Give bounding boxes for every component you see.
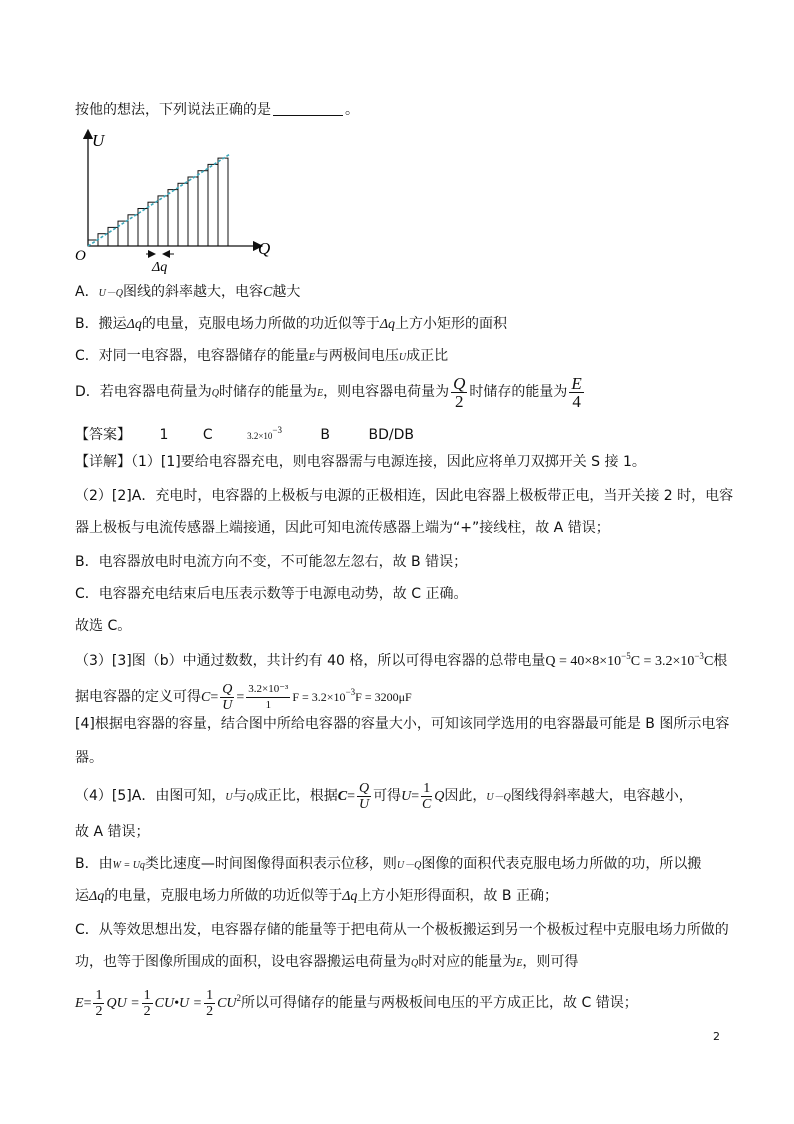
riemann-bar: [198, 171, 208, 246]
riemann-bar: [98, 234, 108, 246]
option-a: [75, 282, 300, 304]
option-d-frac2: $\frac{E}{4}$: [571, 373, 582, 411]
para-5: 故选 C。: [75, 618, 132, 634]
riemann-bar: [178, 183, 188, 246]
para-6-text: （3）[3]图（b）中通过数数，共计约有 40 格，所以可得电容器的总带电量: [75, 653, 546, 669]
question-intro-text: 按他的想法，下列说法正确的是: [75, 102, 271, 118]
dq-label: Δq: [152, 260, 168, 275]
riemann-bar: [168, 190, 178, 246]
para-14: 功，也等于图像所围成的面积，设电容器搬运电荷量为Q时对应的能量为E，则可得: [75, 954, 579, 970]
riemann-bar: [138, 209, 148, 247]
answer-line: [75, 420, 414, 446]
riemann-bar: [108, 227, 118, 246]
para-7-frac2: $\frac{\text{3.2×10⁻³}}{1}$: [248, 682, 289, 711]
option-d-text2: ，则电容器电荷量为: [323, 384, 450, 400]
half-3: $\frac{1}{2}$: [206, 987, 214, 1019]
para-4: C．电容器充电结束后电压表示数等于电源电动势，故 C 正确。: [75, 586, 468, 602]
para-3: B．电容器放电时电流方向不变，不可能忽左忽右，故 B 错误；: [75, 554, 468, 570]
answer-4: B: [320, 427, 331, 443]
para-9-text1: （4）[5]A．由图可知，: [75, 788, 226, 804]
para-6-eq: $Q = 40\times 8\times 10^{-5}C = 3.2\times 10^{-3}C$: [545, 651, 714, 669]
half-1: $\frac{1}{2}$: [95, 987, 103, 1019]
para-2b: 器上极板与电流传感器上端接通，因此可知电流传感器上端为“+”接线柱，故 A 错误；: [75, 520, 610, 536]
option-c-e: E: [308, 352, 315, 363]
option-a-expr: U－Q: [98, 288, 124, 299]
para-6: [75, 646, 727, 672]
para-12: 运Δq的电量，克服电场力所做的功近似等于Δq上方小矩形得面积，故 B 正确；: [75, 888, 558, 904]
option-a-text2: 越大: [272, 284, 301, 300]
question-intro: [75, 100, 359, 120]
dotted-line: [88, 154, 230, 246]
option-a-text1: 图线的斜率越大，电容: [123, 284, 264, 300]
riemann-bar: [128, 215, 138, 246]
para-10: 故 A 错误；: [75, 824, 150, 840]
option-b-dq2: Δq: [379, 317, 396, 332]
u-q-graph: [72, 128, 302, 278]
riemann-bar: [188, 177, 198, 246]
option-c-u: U: [398, 352, 407, 363]
x-axis-label: Q: [258, 239, 271, 258]
riemann-bar: [208, 164, 218, 246]
para-2a: （2）[2]A．充电时，电容器的上极板与电源的正极相连，因此电容器上极板带正电，当开关接 2 时，电容: [75, 488, 734, 504]
answer-1: 1: [159, 427, 169, 443]
option-b-text2: 上方小矩形的面积: [395, 316, 508, 332]
riemann-bar: [218, 158, 228, 246]
option-c: [75, 346, 448, 368]
option-b: [75, 314, 507, 335]
answer-blank: [273, 101, 343, 116]
option-c-text2: 成正比: [406, 348, 449, 364]
option-c-text1: 与两极间电压: [314, 348, 399, 364]
option-c-prefix: C．对同一电容器，电容器储存的能量: [75, 348, 309, 364]
para-7-c: C: [201, 690, 211, 705]
para-7: 据电容器的定义可得C= $\frac{Q}{U}$ = $\frac{\text{3.2×10⁻³}}{1}$ $F = 3.2\times 10^{-3}F = 3200\mu F$: [75, 681, 412, 713]
option-d-prefix: D．若电容器电荷量为: [75, 384, 212, 400]
answer-3: 3.2×10−3: [247, 425, 282, 441]
para-7-tail: $F = 3.2\times 10^{-3}F = 3200\mu F$: [292, 687, 412, 704]
para-7-frac1: $\frac{Q}{U}$: [222, 681, 233, 713]
para-13: C．从等效思想出发，电容器存储的能量等于把电荷从一个极板搬运到另一个极板过程中克服电场力所做的: [75, 922, 729, 938]
answer-label: 【答案】: [75, 427, 131, 443]
riemann-bar: [148, 202, 158, 246]
para-15: E= $\frac{1}{2}$ QU = $\frac{1}{2}$ CU•U = $\frac{1}{2}$ $CU^2$所以可得储存的能量与两极板间电压的平方成正比，故 C 错误；: [75, 987, 638, 1019]
option-d-q: Q: [211, 388, 220, 399]
para-11: B．由W = Uq类比速度—时间图像得面积表示位移，则U－Q图像的面积代表克服电场力所做的功，所以搬: [75, 856, 702, 872]
para-7-text: 据电容器的定义可得: [75, 689, 201, 705]
option-b-dq: Δq: [126, 317, 142, 332]
option-a-c: C: [263, 285, 273, 300]
answer-5: BD/DB: [368, 427, 414, 443]
answer-2: C: [202, 427, 213, 443]
y-axis-label: U: [92, 131, 105, 150]
para-8a: [4]根据电容器的容量，结合图中所给电容器的容量大小，可知该同学选用的电容器最可能是 B 图所示电容: [75, 716, 730, 732]
option-d-text3: 时储存的能量为: [469, 384, 568, 400]
half-2: $\frac{1}{2}$: [143, 987, 151, 1019]
para-9-frac2: $\frac{1}{C}$: [422, 780, 432, 812]
origin-label: O: [75, 248, 86, 264]
para-6-tail: 根: [713, 653, 728, 669]
para-8b: 器。: [75, 750, 103, 766]
para-9: （4）[5]A．由图可知，U与Q成正比，根据C= $\frac{Q}{U}$ 可得U= $\frac{1}{C}$ Q因此，U－Q图线得斜率越大，电容越小，: [75, 780, 693, 812]
page-number: 2: [713, 1030, 720, 1043]
option-a-prefix: A．: [75, 284, 99, 300]
option-b-text1: 的电量，克服电场力所做的功近似等于: [141, 316, 380, 332]
option-d-text1: 时储存的能量为: [219, 384, 318, 400]
option-b-prefix: B．搬运: [75, 316, 127, 332]
option-d-e: E: [317, 388, 324, 399]
option-d: [75, 372, 586, 414]
option-d-frac1: $\frac{Q}{2}$: [453, 373, 466, 411]
riemann-bars: [88, 158, 228, 246]
riemann-bar: [158, 196, 168, 246]
para-1: 【详解】（1）[1]要给电容器充电，则电容器需与电源连接，因此应将单刀双掷开关 S 接 1。: [75, 454, 646, 470]
question-intro-end: 。: [345, 102, 359, 118]
para-9-frac1: $\frac{Q}{U}$: [359, 780, 370, 812]
